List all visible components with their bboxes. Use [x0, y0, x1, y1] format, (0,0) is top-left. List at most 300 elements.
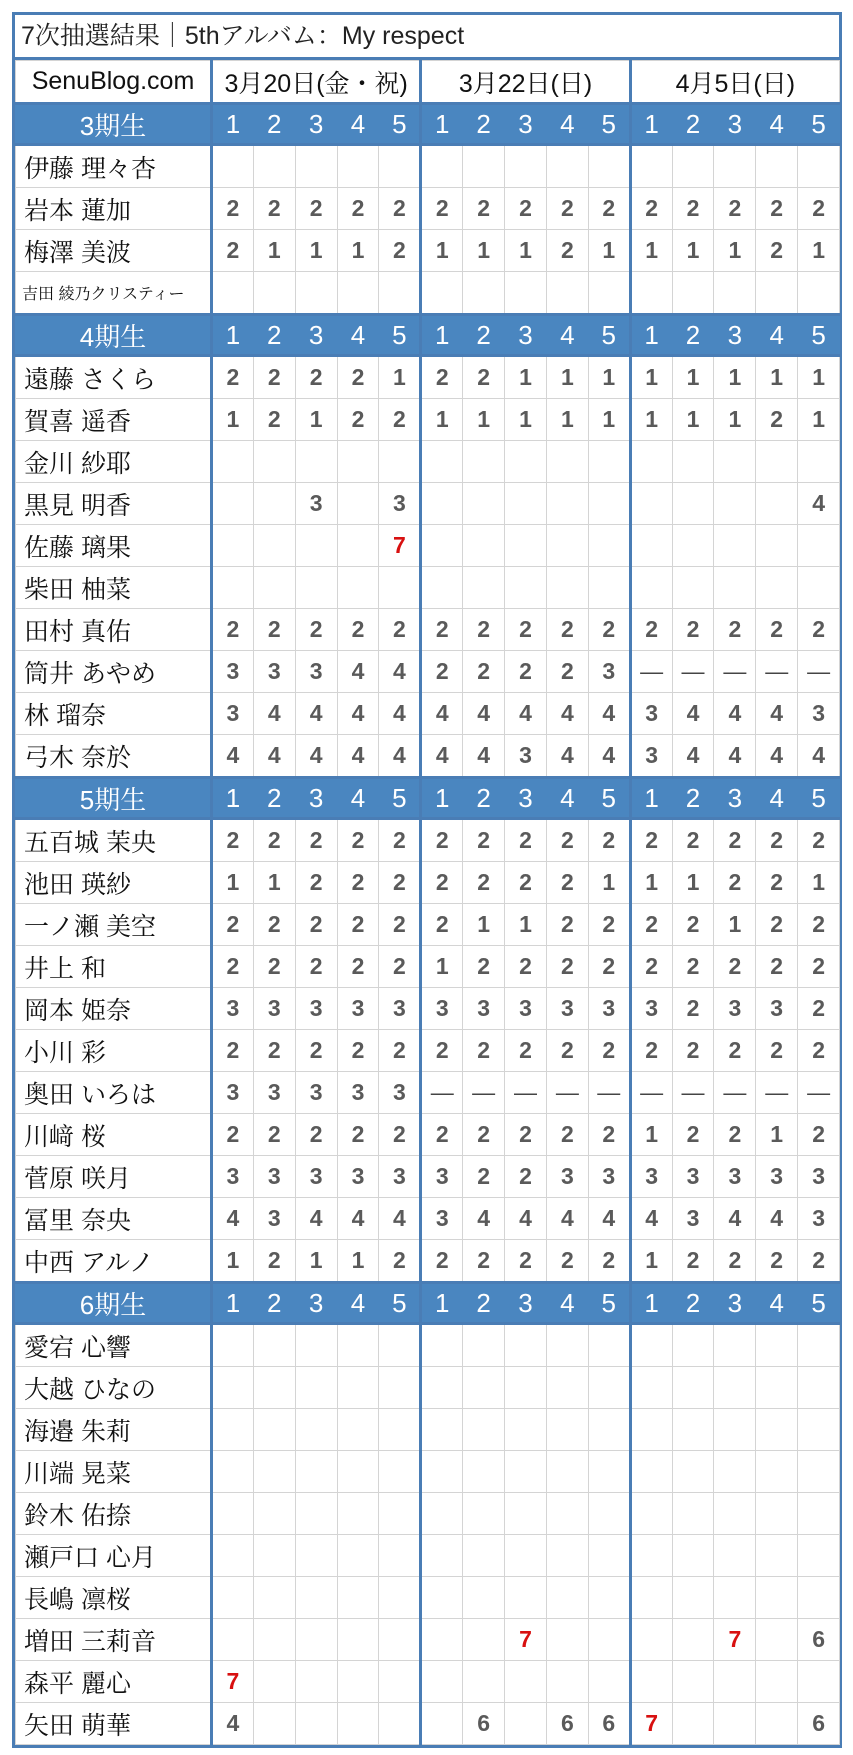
member-name: 奥田 いろは	[16, 1072, 212, 1114]
result-cell: 4	[337, 1198, 379, 1240]
result-cell: 2	[672, 188, 714, 230]
slot-number: 2	[672, 315, 714, 356]
result-cell	[253, 1577, 295, 1619]
result-cell: 2	[212, 1114, 254, 1156]
result-cell	[798, 1535, 840, 1577]
result-cell: 2	[505, 819, 547, 862]
result-cell	[798, 1577, 840, 1619]
result-cell: 1	[798, 399, 840, 441]
result-cell	[421, 1619, 463, 1661]
result-cell	[295, 1703, 337, 1745]
result-cell	[253, 272, 295, 315]
result-cell: 2	[463, 946, 505, 988]
result-cell: 2	[672, 904, 714, 946]
result-cell	[588, 145, 630, 188]
member-name: 中西 アルノ	[16, 1240, 212, 1283]
result-cell: 2	[253, 399, 295, 441]
result-cell	[672, 1619, 714, 1661]
result-cell: —	[505, 1072, 547, 1114]
result-cell	[630, 272, 672, 315]
result-cell: 2	[672, 1114, 714, 1156]
result-cell: 2	[756, 862, 798, 904]
result-cell	[630, 1577, 672, 1619]
result-cell	[756, 272, 798, 315]
slot-number: 1	[421, 778, 463, 819]
result-cell	[798, 567, 840, 609]
slot-number: 3	[295, 104, 337, 145]
slot-number: 1	[630, 104, 672, 145]
result-cell: 2	[798, 188, 840, 230]
result-cell	[588, 1577, 630, 1619]
slot-number: 1	[212, 315, 254, 356]
result-cell	[672, 525, 714, 567]
result-cell	[295, 441, 337, 483]
result-cell: 2	[337, 904, 379, 946]
result-cell	[588, 1409, 630, 1451]
result-cell: 3	[379, 483, 421, 525]
result-cell	[212, 272, 254, 315]
result-cell	[379, 1535, 421, 1577]
member-name: 林 瑠奈	[16, 693, 212, 735]
result-cell	[421, 1577, 463, 1619]
result-cell: 2	[421, 819, 463, 862]
result-cell: 3	[630, 1156, 672, 1198]
result-cell: 4	[756, 1198, 798, 1240]
result-cell: 6	[798, 1703, 840, 1745]
result-cell: 3	[212, 988, 254, 1030]
result-cell: 2	[421, 1240, 463, 1283]
result-cell	[463, 272, 505, 315]
member-name: 筒井 あやめ	[16, 651, 212, 693]
result-cell: 2	[421, 862, 463, 904]
member-row	[16, 904, 840, 946]
result-cell	[212, 1577, 254, 1619]
result-cell	[253, 567, 295, 609]
result-cell: 3	[295, 1072, 337, 1114]
result-cell	[212, 1324, 254, 1367]
result-cell: 2	[463, 1030, 505, 1072]
result-cell: 2	[253, 1114, 295, 1156]
result-cell: 2	[295, 904, 337, 946]
lottery-results-sheet	[12, 12, 842, 1748]
result-cell	[588, 272, 630, 315]
result-cell	[337, 483, 379, 525]
result-cell: 2	[337, 946, 379, 988]
result-cell: 2	[588, 1240, 630, 1283]
result-cell: 4	[337, 735, 379, 778]
result-cell: 1	[630, 1114, 672, 1156]
result-cell: 2	[379, 230, 421, 272]
slot-number: 4	[546, 315, 588, 356]
result-cell: 2	[337, 399, 379, 441]
slot-number: 2	[463, 778, 505, 819]
result-cell: —	[630, 1072, 672, 1114]
result-cell: 3	[546, 1156, 588, 1198]
result-cell	[463, 441, 505, 483]
slot-number: 4	[337, 104, 379, 145]
result-cell: 2	[546, 651, 588, 693]
slot-number: 4	[337, 778, 379, 819]
result-cell: 3	[212, 651, 254, 693]
result-cell	[421, 1703, 463, 1745]
result-cell	[546, 1535, 588, 1577]
member-row	[16, 988, 840, 1030]
result-cell	[295, 1661, 337, 1703]
result-cell: 2	[337, 1030, 379, 1072]
result-cell	[379, 272, 421, 315]
result-cell	[630, 1661, 672, 1703]
result-cell: 2	[588, 819, 630, 862]
member-row	[16, 1703, 840, 1745]
slot-number: 5	[379, 1283, 421, 1324]
member-row	[16, 272, 840, 315]
result-cell	[588, 483, 630, 525]
result-cell: 6	[798, 1619, 840, 1661]
result-cell: —	[672, 1072, 714, 1114]
result-cell: 4	[546, 735, 588, 778]
result-cell: 1	[253, 862, 295, 904]
result-cell: 2	[756, 904, 798, 946]
result-cell: 2	[756, 819, 798, 862]
result-cell: 2	[546, 1030, 588, 1072]
result-cell	[421, 567, 463, 609]
result-cell: 1	[421, 230, 463, 272]
result-cell: 4	[379, 651, 421, 693]
result-cell	[337, 272, 379, 315]
result-cell	[546, 272, 588, 315]
result-cell	[546, 1493, 588, 1535]
result-cell: 1	[588, 356, 630, 399]
result-cell: —	[798, 651, 840, 693]
slot-number: 1	[630, 1283, 672, 1324]
result-cell: 2	[295, 819, 337, 862]
result-cell: —	[798, 1072, 840, 1114]
result-cell	[421, 483, 463, 525]
slot-number: 5	[588, 778, 630, 819]
member-row	[16, 188, 840, 230]
result-cell	[463, 1409, 505, 1451]
result-cell	[505, 1703, 547, 1745]
result-cell: 3	[421, 988, 463, 1030]
result-cell	[798, 145, 840, 188]
slot-number: 2	[253, 1283, 295, 1324]
result-cell	[546, 1661, 588, 1703]
result-cell: 2	[379, 609, 421, 651]
result-cell	[295, 1577, 337, 1619]
result-cell: 3	[253, 1156, 295, 1198]
member-row	[16, 1114, 840, 1156]
member-row	[16, 356, 840, 399]
result-cell	[505, 1493, 547, 1535]
result-cell: 2	[672, 946, 714, 988]
member-row	[16, 483, 840, 525]
slot-number: 5	[588, 104, 630, 145]
result-cell	[714, 1367, 756, 1409]
result-cell: 3	[588, 988, 630, 1030]
result-cell	[588, 1661, 630, 1703]
result-cell: 3	[714, 988, 756, 1030]
result-cell: 2	[714, 188, 756, 230]
result-cell: 2	[253, 609, 295, 651]
result-cell	[546, 441, 588, 483]
result-cell	[505, 1324, 547, 1367]
result-cell: 2	[756, 609, 798, 651]
result-cell: 2	[672, 819, 714, 862]
result-cell: 1	[714, 356, 756, 399]
slot-number: 2	[463, 1283, 505, 1324]
result-cell: 2	[379, 1240, 421, 1283]
result-cell: 4	[798, 483, 840, 525]
result-cell	[421, 525, 463, 567]
result-cell	[714, 272, 756, 315]
result-cell	[295, 1367, 337, 1409]
result-cell: 2	[212, 356, 254, 399]
result-cell: 2	[253, 946, 295, 988]
result-cell	[588, 567, 630, 609]
slot-number: 3	[505, 1283, 547, 1324]
result-cell: 2	[421, 1030, 463, 1072]
date-header: 3月20日(金・祝)	[212, 61, 421, 104]
member-name: 田村 真佑	[16, 609, 212, 651]
slot-number: 2	[672, 104, 714, 145]
slot-number: 1	[212, 104, 254, 145]
member-row	[16, 946, 840, 988]
result-cell	[463, 1661, 505, 1703]
result-cell: 2	[295, 946, 337, 988]
result-cell: 1	[337, 1240, 379, 1283]
result-cell: 2	[337, 188, 379, 230]
slot-number: 3	[714, 778, 756, 819]
result-cell: 3	[295, 988, 337, 1030]
result-cell: 4	[714, 735, 756, 778]
result-cell	[253, 1451, 295, 1493]
result-cell: 4	[505, 693, 547, 735]
result-cell	[714, 1535, 756, 1577]
slot-number: 4	[337, 1283, 379, 1324]
slot-number: 5	[798, 315, 840, 356]
slot-number: 1	[212, 1283, 254, 1324]
result-cell	[672, 272, 714, 315]
member-row	[16, 1619, 840, 1661]
result-cell	[714, 145, 756, 188]
result-cell	[588, 1324, 630, 1367]
result-cell	[337, 1324, 379, 1367]
result-cell	[379, 567, 421, 609]
member-row	[16, 735, 840, 778]
result-cell	[588, 1451, 630, 1493]
result-cell: 4	[253, 735, 295, 778]
result-cell: 2	[379, 1114, 421, 1156]
result-cell	[295, 567, 337, 609]
date-header: 4月5日(日)	[630, 61, 839, 104]
result-cell: 1	[295, 1240, 337, 1283]
result-cell: 2	[630, 819, 672, 862]
result-cell	[588, 441, 630, 483]
result-cell	[212, 1451, 254, 1493]
result-cell: 2	[714, 1030, 756, 1072]
result-cell: 2	[546, 862, 588, 904]
result-cell	[505, 1367, 547, 1409]
result-cell: 1	[505, 230, 547, 272]
result-cell: 2	[295, 1114, 337, 1156]
result-cell	[798, 1451, 840, 1493]
result-cell: 1	[798, 230, 840, 272]
result-cell	[421, 145, 463, 188]
result-cell	[798, 1493, 840, 1535]
result-cell: 2	[212, 609, 254, 651]
result-cell	[756, 1324, 798, 1367]
member-row	[16, 1030, 840, 1072]
result-cell: 2	[672, 1240, 714, 1283]
result-cell	[379, 1619, 421, 1661]
result-cell	[714, 567, 756, 609]
result-cell: 2	[379, 946, 421, 988]
result-cell	[588, 525, 630, 567]
result-cell: 4	[546, 693, 588, 735]
result-cell	[295, 1493, 337, 1535]
slot-number: 4	[546, 1283, 588, 1324]
result-cell	[337, 1535, 379, 1577]
result-cell	[672, 567, 714, 609]
result-cell: 2	[463, 1114, 505, 1156]
result-cell: 4	[588, 735, 630, 778]
result-cell: 3	[505, 988, 547, 1030]
result-cell	[212, 567, 254, 609]
result-cell: 1	[212, 399, 254, 441]
member-row	[16, 1535, 840, 1577]
result-cell	[672, 1535, 714, 1577]
result-cell	[630, 1535, 672, 1577]
result-cell: —	[630, 651, 672, 693]
result-cell	[253, 525, 295, 567]
member-row	[16, 525, 840, 567]
result-cell: 2	[798, 946, 840, 988]
result-cell: 2	[337, 356, 379, 399]
result-cell: 3	[630, 735, 672, 778]
result-cell: 1	[295, 399, 337, 441]
result-cell	[756, 145, 798, 188]
result-cell: 2	[463, 819, 505, 862]
result-cell	[546, 1324, 588, 1367]
result-cell: 2	[212, 946, 254, 988]
member-name: 遠藤 さくら	[16, 356, 212, 399]
result-cell: 4	[212, 735, 254, 778]
member-name: 黒見 明香	[16, 483, 212, 525]
member-name: 矢田 萌華	[16, 1703, 212, 1745]
result-cell: 2	[505, 609, 547, 651]
slot-number: 5	[798, 778, 840, 819]
result-cell	[421, 1451, 463, 1493]
result-cell: 1	[714, 904, 756, 946]
generation-header-row	[16, 315, 840, 356]
member-name: 菅原 咲月	[16, 1156, 212, 1198]
result-cell: 3	[672, 1156, 714, 1198]
slot-number: 5	[798, 104, 840, 145]
result-cell	[253, 441, 295, 483]
result-cell	[337, 525, 379, 567]
result-cell: 2	[253, 188, 295, 230]
result-cell: 2	[630, 946, 672, 988]
result-cell	[253, 1703, 295, 1745]
member-row	[16, 399, 840, 441]
result-cell: 2	[253, 356, 295, 399]
slot-number: 4	[756, 778, 798, 819]
result-cell: 2	[463, 356, 505, 399]
member-name: 瀬戸口 心月	[16, 1535, 212, 1577]
result-cell	[295, 1451, 337, 1493]
result-cell: 3	[337, 1072, 379, 1114]
member-row	[16, 651, 840, 693]
result-cell: 2	[505, 1156, 547, 1198]
member-name: 柴田 柚菜	[16, 567, 212, 609]
result-cell: 2	[546, 230, 588, 272]
result-cell	[756, 1367, 798, 1409]
result-cell: 2	[546, 904, 588, 946]
slot-number: 5	[379, 778, 421, 819]
result-cell: 1	[212, 1240, 254, 1283]
result-cell: 2	[421, 651, 463, 693]
member-row	[16, 145, 840, 188]
sheet-title: 7次抽選結果｜5thアルバム：My respect	[15, 15, 839, 60]
result-cell: 1	[463, 230, 505, 272]
result-cell: 2	[421, 1114, 463, 1156]
result-cell	[212, 441, 254, 483]
result-cell	[337, 1577, 379, 1619]
member-row	[16, 819, 840, 862]
result-cell: 2	[798, 1030, 840, 1072]
result-cell: 4	[714, 693, 756, 735]
result-cell	[546, 1409, 588, 1451]
result-cell	[463, 145, 505, 188]
member-name: 大越 ひなの	[16, 1367, 212, 1409]
result-cell	[672, 1451, 714, 1493]
result-cell: 2	[798, 1114, 840, 1156]
result-cell: 2	[505, 1240, 547, 1283]
result-cell: 6	[463, 1703, 505, 1745]
result-cell: —	[714, 1072, 756, 1114]
result-cell: 1	[756, 356, 798, 399]
result-cell: 2	[714, 1240, 756, 1283]
result-cell	[756, 525, 798, 567]
result-cell: 1	[630, 230, 672, 272]
result-cell	[714, 1451, 756, 1493]
result-cell	[379, 1661, 421, 1703]
result-cell: 2	[295, 188, 337, 230]
result-cell	[756, 1451, 798, 1493]
result-cell: 1	[714, 230, 756, 272]
result-cell	[463, 1324, 505, 1367]
result-cell: 2	[546, 1240, 588, 1283]
result-cell	[379, 1451, 421, 1493]
result-cell	[714, 483, 756, 525]
result-cell: 3	[337, 1156, 379, 1198]
result-cell: 1	[212, 862, 254, 904]
result-cell	[253, 1619, 295, 1661]
result-cell	[756, 1493, 798, 1535]
member-name: 森平 麗心	[16, 1661, 212, 1703]
result-cell	[630, 525, 672, 567]
member-name: 鈴木 佑捺	[16, 1493, 212, 1535]
result-cell	[798, 1324, 840, 1367]
result-cell	[379, 441, 421, 483]
result-cell: 1	[756, 1114, 798, 1156]
result-cell: 2	[505, 862, 547, 904]
result-cell: 3	[714, 1156, 756, 1198]
result-cell	[505, 1409, 547, 1451]
result-cell: 3	[505, 735, 547, 778]
result-cell: 1	[546, 356, 588, 399]
result-cell: 4	[630, 1198, 672, 1240]
